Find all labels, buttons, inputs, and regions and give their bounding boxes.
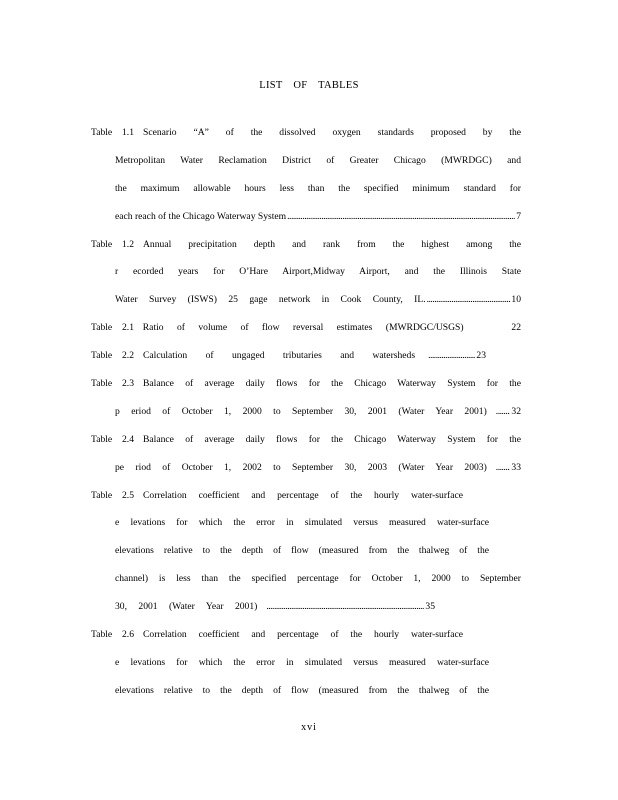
table-label: Table 1.2 [91, 238, 134, 250]
entry-continuation: r ecorded years for O’Hare Airport,Midway Airport, and the Illinois State [115, 266, 521, 278]
dot-leader [496, 405, 511, 419]
dot-leader [496, 461, 511, 475]
entry-text-line: Balance of average daily flows for the Chicago Waterway System for the [143, 433, 521, 445]
table-entry-2-5[interactable] [91, 489, 521, 517]
page-number-ref: 7 [516, 210, 521, 222]
dot-leader [427, 293, 511, 307]
entry-continuation: the maximum allowable hours less than the specified minimum standard for [115, 182, 521, 194]
table-entry-2-2[interactable]: Table 2.2 Calculation of ungaged tributaries and watersheds ..... 23 [91, 349, 486, 377]
table-label: Table 2.3 [91, 378, 134, 390]
table-entry-2-3[interactable] [91, 377, 521, 405]
page-number-ref: 22 [511, 322, 521, 334]
table-entry-2-4[interactable] [91, 433, 521, 461]
entry-last-line: p eriod of October 1, 2000 to September 30, 2001 (Water Year 2001) ..... 32 [91, 405, 521, 433]
page-title: LIST OF TABLES [259, 80, 359, 91]
table-label: Table 2.1 [91, 322, 134, 334]
page-number-ref: 23 [476, 350, 486, 362]
entry-last-line: Water Survey (ISWS) 25 gage network in Cook County, IL. ..... 10 [91, 293, 521, 321]
entry-last-line: each reach of the Chicago Waterway System ..... 7 [91, 210, 521, 238]
table-label: Table 2.6 [91, 629, 134, 641]
table-entry-2-6[interactable] [91, 628, 521, 656]
page-number-ref: 10 [511, 294, 521, 306]
dot-leader [287, 210, 515, 224]
entry-text-line: Correlation coefficient and percentage of the hourly water-surface [143, 489, 463, 501]
table-label: Table 2.5 [91, 489, 134, 501]
page-number-ref: 33 [511, 461, 521, 473]
entry-continuation: elevations relative to the depth of flow (measured from the thalweg of the [115, 684, 489, 696]
page-number-ref: 35 [425, 601, 435, 613]
entry-last-line: pe riod of October 1, 2002 to September 30, 2003 (Water Year 2003) ..... 33 [91, 461, 521, 489]
entry-continuation: e levations for which the error in simulated versus measured water-surface [115, 656, 489, 668]
entry-text-line: Annual precipitation depth and rank from the highest among the [143, 238, 521, 250]
table-entry-2-1[interactable]: Table 2.1 Ratio of volume of flow reversal estimates (MWRDGC/USGS) 22 [91, 322, 521, 334]
dot-leader [428, 349, 475, 363]
table-label: Table 2.2 [91, 350, 134, 362]
table-entry-1-2[interactable] [91, 238, 521, 266]
dot-leader [266, 600, 424, 614]
entry-text-line: Balance of average daily flows for the Chicago Waterway System for the [143, 378, 521, 390]
entry-continuation: elevations relative to the depth of flow (measured from the thalweg of the [115, 545, 489, 557]
entry-continuation: Metropolitan Water Reclamation District of Greater Chicago (MWRDGC) and [115, 154, 521, 166]
entry-continuation: channel) is less than the specified percentage for October 1, 2000 to September [115, 573, 521, 585]
table-label: Table 2.4 [91, 433, 134, 445]
entry-continuation: e levations for which the error in simulated versus measured water-surface [115, 517, 489, 529]
table-list [91, 126, 521, 712]
table-label: Table 1.1 [91, 127, 134, 138]
entry-text-line: Correlation coefficient and percentage of the hourly water-surface [143, 629, 463, 641]
table-entry-1-1[interactable] [91, 126, 521, 154]
page-number-ref: 32 [511, 405, 521, 417]
page-number: xvi [301, 722, 317, 733]
entry-last-line: 30, 2001 (Water Year 2001) ..... 35 [91, 600, 435, 628]
entry-text-line: Scenario “A” of the dissolved oxygen standards proposed by the [143, 127, 521, 138]
